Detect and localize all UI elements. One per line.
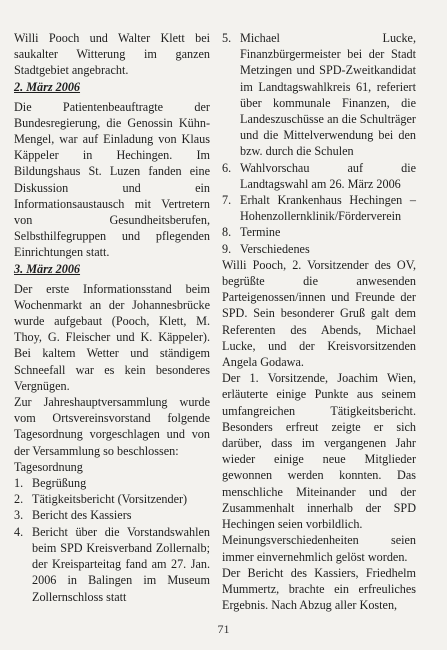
agenda-label: Tagesordnung [14,459,83,474]
agenda-list-right [222,30,416,257]
agenda-item [14,507,210,523]
right-paragraph-3: Meinungsverschiedenheiten seien immer einvernehmlich gelöst worden. [222,533,416,564]
agenda-item-number: 2. [14,492,24,507]
left-column [14,30,210,605]
section-2-body-2: Zur Jahreshauptversammlung wurde vom Ortsvereinsvorstand folgende Tagesordnung vorgeschlagen und von der Versammlung so beschlossen: [14,395,210,458]
agenda-item [222,160,416,192]
agenda-item-number: 4. [14,524,24,539]
agenda-item-number: 5. [222,31,232,45]
section-heading-2-maerz-2006: 2. März 2006 [14,79,81,94]
agenda-list-left [14,475,210,605]
agenda-item-text: Wahlvorschau auf die Landtagswahl am 26. März 2006 [240,160,416,191]
right-paragraph-1: Willi Pooch, 2. Vorsitzender des OV, begrüßte die anwesenden Parteigenossen/innen und Freunde der SPD. Sein besonderer Gruß galt dem Referenten des Abends, Michael Lucke, und der Kreisvorsitzenden Angela Godawa. [222,257,416,370]
agenda-item [222,192,416,224]
agenda-item-text: Termine [240,225,281,240]
agenda-item-text: Bericht über die Vorstandswahlen beim SPD Kreisverband Zollernalb; der Kreisparteitag fand am 27. Jan. 2006 in Balingen im Museum Zollernschloss statt [32,524,210,604]
section-2-body-1: Der erste Informationsstand beim Wochenmarkt an der Johannesbrücke wurde aufgebaut (Pooch, Klett, M. Thoy, G. Fleischer und K. Käppeler). Bei kaltem Wetter und ständigem Schneefall war es kein besonderes Vergnügen. [14,281,210,393]
agenda-item-text: Tätigkeitsbericht (Vorsitzender) [32,492,188,507]
agenda-item-text: Begrüßung [32,476,87,491]
section-1-body: Die Patientenbeauftragte der Bundesregierung, die Genossin Kühn-Mengel, war auf Einladung von Klaus Käppeler in Hechingen. Im Bildungshaus St. Luzen fanden eine Diskussion und ein Informationsaustausch mit Vertretern von Gesundheitsberufen, Selbsthilfegruppen und pflegenden Einrichtungen statt. [14,99,210,260]
agenda-item-number: 6. [222,160,232,175]
agenda-item-text: Bericht des Kassiers [32,508,132,523]
agenda-item-number: 9. [222,241,232,256]
agenda-item-number: 3. [14,508,24,523]
right-paragraph-2: Der 1. Vorsitzende, Joachim Wien, erläuterte einige Punkte aus seinem umfangreichen Tätigkeitsbericht. Besonders erfreut zeigte er sich darüber, dass im vergangenen Jahr wieder einige neue Mitglieder gewonnen werden konnten. Das menschliche Miteinander und der Zusammenhalt innerhalb der SPD Hechingen seien vorbildlich. [222,371,416,532]
agenda-item [222,224,416,240]
agenda-item [14,475,210,491]
agenda-item-number: 7. [222,193,232,208]
page-number: 71 [217,622,230,636]
right-paragraph-4: Der Bericht des Kassiers, Friedhelm Mummertz, brachte ein erfreuliches Ergebnis. Nach Abzug aller Kosten, [222,565,416,613]
agenda-item-number: 1. [14,476,24,491]
agenda-item-text: Erhalt Krankenhaus Hechingen – Hohenzollernklinik/Förderverein [240,193,416,224]
section-heading-3-maerz-2006: 3. März 2006 [14,261,81,276]
agenda-item [14,524,210,605]
agenda-item [222,241,416,257]
agenda-item [14,491,210,507]
agenda-item-text: Michael Lucke, Finanzbürgermeister bei der Stadt Metzingen und SPD-Zweitkandidat im Landtagswahlkreis 61, referiert über kommunale Finanzen, die Landeszuschüsse an die Schulträger und die Mittelverwendung bei den bzw. durch die Schulen [240,31,416,159]
right-column [222,30,416,613]
agenda-item [222,30,416,160]
intro-paragraph: Willi Pooch und Walter Klett bei saukalter Witterung im ganzen Stadtgebiet angebracht. [14,31,210,78]
agenda-item-number: 8. [222,225,232,240]
agenda-item-text: Verschiedenes [240,241,310,256]
